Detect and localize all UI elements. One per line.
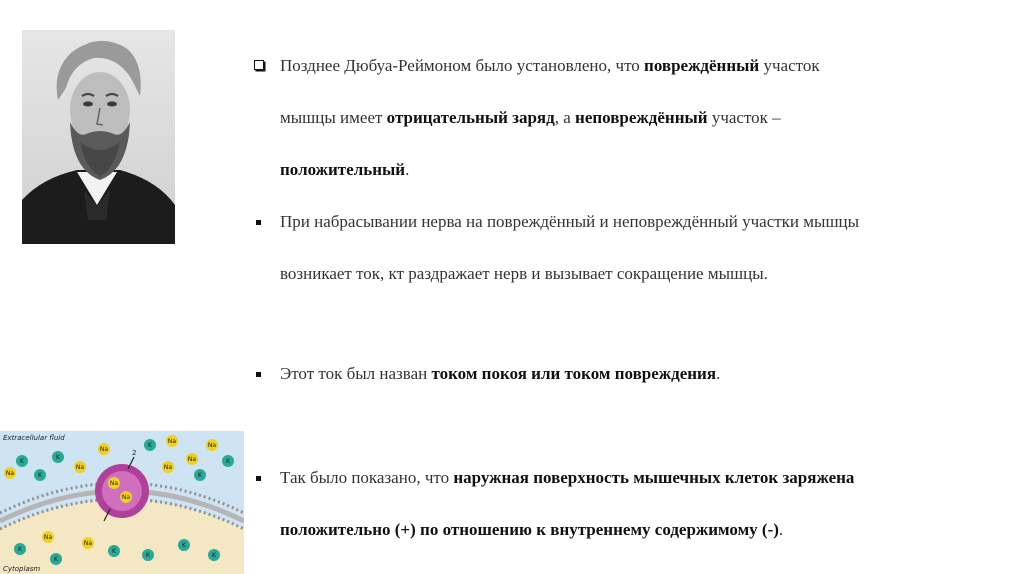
square-bullet-icon bbox=[256, 372, 261, 377]
svg-text:Na: Na bbox=[121, 494, 131, 501]
svg-text:Na: Na bbox=[5, 470, 15, 477]
svg-text:Na: Na bbox=[167, 438, 177, 445]
text-run: Позднее Дюбуа-Реймоном было установлено, что bbox=[280, 56, 645, 75]
square-bullet-icon bbox=[256, 220, 261, 225]
text-run: . bbox=[778, 520, 784, 539]
bullet-3 bbox=[252, 348, 1022, 400]
bold-phrase: повреждённый bbox=[644, 56, 760, 75]
bold-phrase: током покоя или током повреждения bbox=[431, 364, 717, 383]
text-line bbox=[280, 504, 1022, 556]
text-line bbox=[280, 196, 1022, 248]
bullet-text bbox=[280, 196, 1022, 300]
bold-phrase: отрицательный заряд bbox=[386, 108, 555, 127]
text-line bbox=[280, 452, 1022, 504]
svg-text:Na: Na bbox=[163, 464, 173, 471]
svg-text:Na: Na bbox=[99, 446, 109, 453]
text-line bbox=[280, 40, 1022, 92]
text-run: возникает ток, кт раздражает нерв и вызывает сокращение мышцы. bbox=[280, 264, 768, 283]
text-line bbox=[280, 144, 1022, 196]
svg-text:K: K bbox=[112, 548, 116, 555]
pump-number: 2 bbox=[132, 449, 137, 457]
text-line bbox=[280, 92, 1022, 144]
text-run: , а bbox=[554, 108, 576, 127]
bold-phrase: неповреждённый bbox=[575, 108, 708, 127]
text-run: мышцы имеет bbox=[280, 108, 387, 127]
text-run: При набрасывании нерва на повреждённый и неповреждённый участки мышцы bbox=[280, 212, 860, 231]
bold-phrase: положительно (+) по отношению к внутреннему содержимому (-) bbox=[280, 520, 779, 539]
membrane-ion-diagram bbox=[0, 431, 244, 574]
svg-text:K: K bbox=[18, 546, 22, 553]
svg-text:Na: Na bbox=[207, 442, 217, 449]
text-line bbox=[280, 248, 1022, 300]
bullet-text bbox=[280, 452, 1022, 556]
svg-text:K: K bbox=[148, 442, 152, 449]
svg-text:K: K bbox=[226, 458, 230, 465]
svg-text:K: K bbox=[198, 472, 202, 479]
cytoplasm-label: Cytoplasm bbox=[3, 565, 41, 573]
bold-phrase: наружная поверхность мышечных клеток заряжена bbox=[453, 468, 855, 487]
svg-text:K: K bbox=[54, 556, 58, 563]
svg-text:K: K bbox=[38, 472, 42, 479]
portrait-photo bbox=[22, 30, 175, 244]
svg-text:K: K bbox=[146, 552, 150, 559]
svg-text:Na: Na bbox=[187, 456, 197, 463]
bullet-text bbox=[280, 40, 1022, 196]
text-run: Этот ток был назван bbox=[280, 364, 432, 383]
svg-text:K: K bbox=[212, 552, 216, 559]
bold-phrase: положительный bbox=[280, 160, 406, 179]
text-line bbox=[280, 348, 1022, 400]
svg-text:K: K bbox=[56, 454, 60, 461]
svg-text:Na: Na bbox=[43, 534, 53, 541]
bullet-1 bbox=[252, 40, 1022, 196]
svg-text:Na: Na bbox=[109, 480, 119, 487]
svg-text:K: K bbox=[182, 542, 186, 549]
extracellular-label: Extracellular fluid bbox=[3, 434, 65, 442]
svg-text:Na: Na bbox=[83, 540, 93, 547]
text-run: участок bbox=[759, 56, 820, 75]
bullet-2 bbox=[252, 196, 1022, 300]
svg-text:Na: Na bbox=[75, 464, 85, 471]
bullet-4 bbox=[252, 452, 1022, 556]
text-run: . bbox=[716, 364, 721, 383]
checkbox-bullet-icon bbox=[254, 60, 264, 70]
text-run: участок – bbox=[707, 108, 781, 127]
text-run: . bbox=[405, 160, 410, 179]
text-run: Так было показано, что bbox=[280, 468, 454, 487]
svg-text:K: K bbox=[20, 458, 24, 465]
bullet-text bbox=[280, 348, 1022, 400]
square-bullet-icon bbox=[256, 476, 261, 481]
